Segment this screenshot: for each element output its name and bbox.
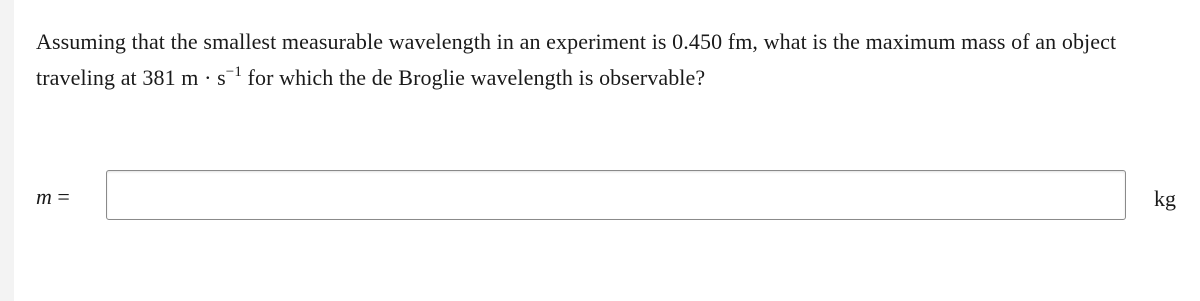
answer-row	[36, 170, 1190, 222]
mass-answer-input[interactable]	[106, 170, 1126, 220]
question-text-main: Assuming that the smallest measurable wavelength in an experiment is 0.450 fm, what is the maximum mass of an object traveling at 381 m · s	[36, 29, 1117, 90]
variable-symbol: m	[36, 184, 52, 209]
question-text	[36, 24, 1176, 96]
left-margin-bar	[0, 0, 14, 301]
unit-label: kg	[1154, 186, 1176, 211]
equals-sign: =	[51, 184, 70, 209]
question-text-end: for which the de Broglie wavelength is observable?	[241, 65, 706, 90]
exponent-superscript: −1	[225, 64, 242, 80]
answer-variable-label	[36, 184, 70, 210]
